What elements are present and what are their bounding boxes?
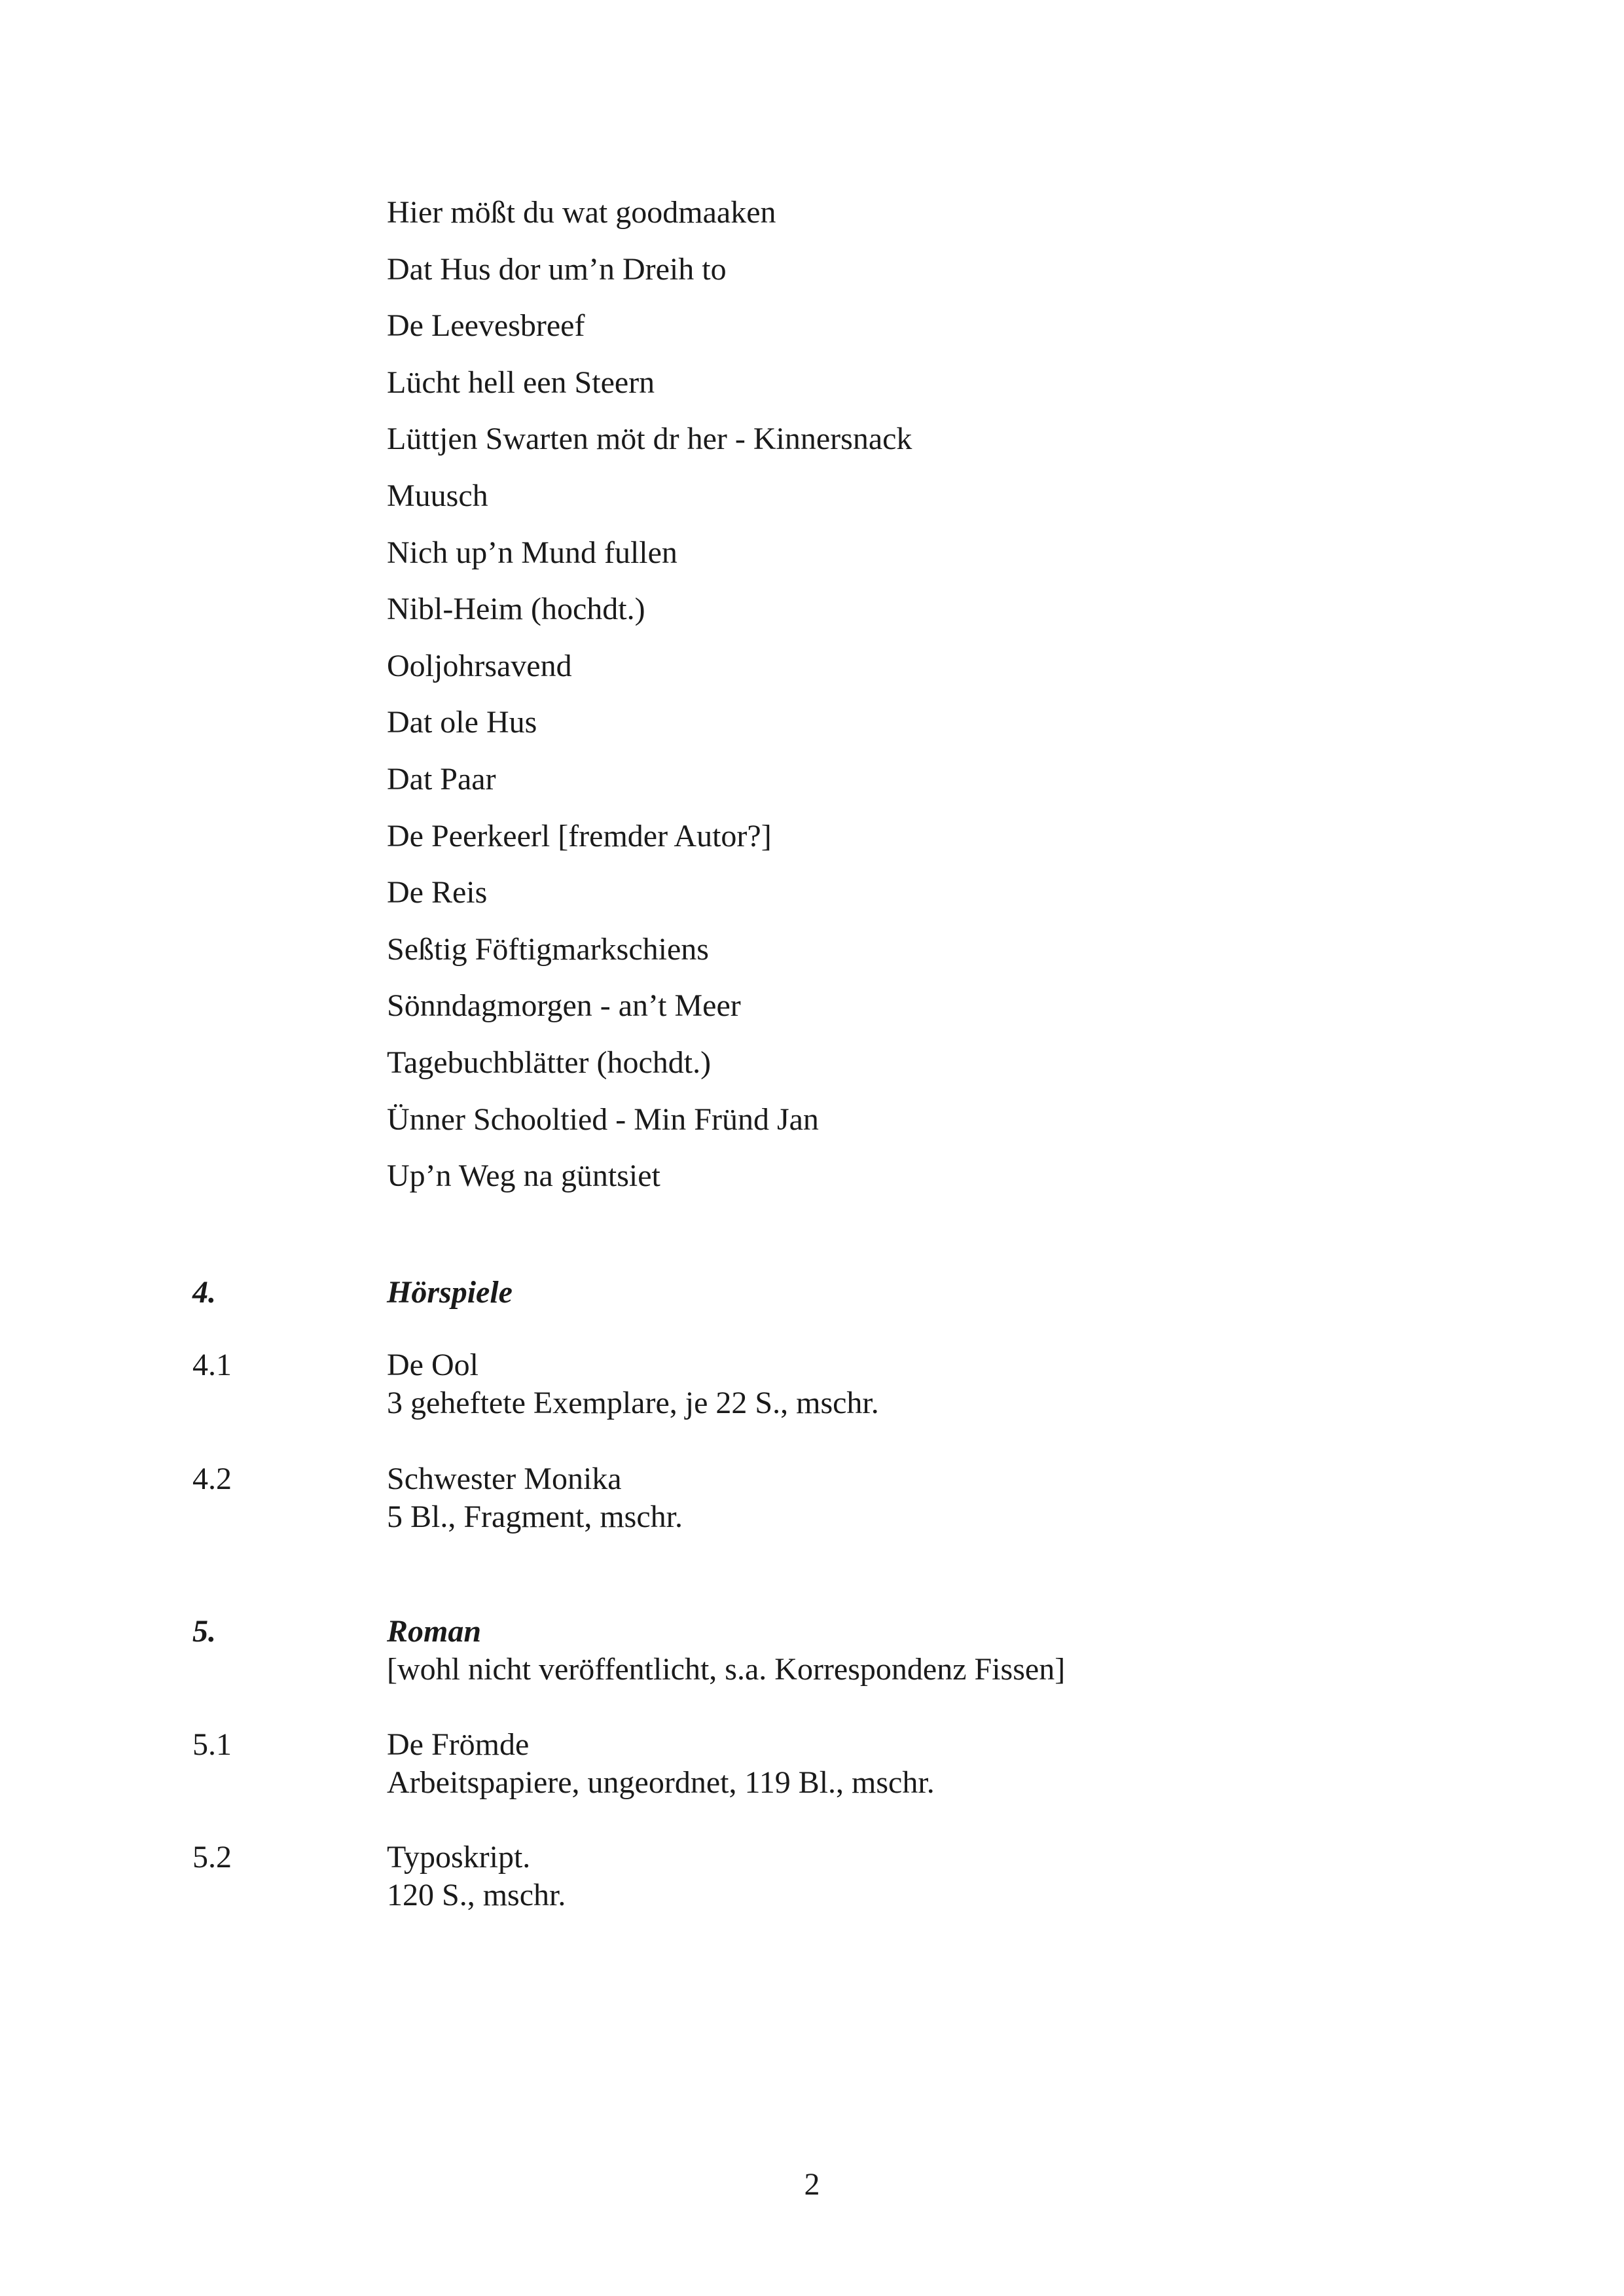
section-note: [wohl nicht veröffentlicht, s.a. Korrespondenz Fissen] — [387, 1652, 1066, 1687]
entry-detail: 120 S., mschr. — [387, 1878, 566, 1912]
entry-title: De Frömde — [387, 1727, 530, 1762]
list-item: Seßtig Föftigmarkschiens — [387, 931, 709, 967]
entry-title: Schwester Monika — [387, 1462, 622, 1496]
entry-detail: Arbeitspapiere, ungeordnet, 119 Bl., mschr. — [387, 1765, 935, 1800]
entry-title: Typoskript. — [387, 1840, 531, 1874]
entry-detail: 3 geheftete Exemplare, je 22 S., mschr. — [387, 1386, 879, 1420]
list-item: Dat Paar — [387, 761, 496, 797]
entry-detail: 5 Bl., Fragment, mschr. — [387, 1499, 683, 1534]
list-item: Ünner Schooltied - Min Fründ Jan — [387, 1102, 819, 1137]
list-item: De Reis — [387, 875, 488, 910]
entry-body — [387, 1346, 879, 1422]
entry-body — [387, 1839, 566, 1914]
list-item: Tagebuchblätter (hochdt.) — [387, 1045, 712, 1080]
list-item: De Peerkeerl [fremder Autor?] — [387, 818, 772, 853]
section-title: Roman — [387, 1614, 482, 1649]
section-number: 4. — [192, 1275, 216, 1310]
section-title: Hörspiele — [387, 1275, 513, 1310]
list-item: Lücht hell een Steern — [387, 365, 655, 400]
entry-number: 4.1 — [192, 1348, 232, 1382]
list-item: Ooljohrsavend — [387, 648, 572, 683]
list-item: Nich up’n Mund fullen — [387, 535, 677, 570]
title-list — [387, 185, 912, 1205]
entry-number: 4.2 — [192, 1462, 232, 1496]
list-item: Muusch — [387, 478, 488, 513]
entry-body — [387, 1460, 683, 1536]
list-item: De Leevesbreef — [387, 308, 585, 344]
list-item: Dat ole Hus — [387, 705, 537, 740]
page-number: 2 — [804, 2167, 820, 2202]
entry-body — [387, 1726, 935, 1802]
list-item: Lüttjen Swarten möt dr her - Kinnersnack — [387, 422, 912, 457]
entry-number: 5.1 — [192, 1727, 232, 1762]
list-item: Sönndagmorgen - an’t Meer — [387, 988, 741, 1024]
list-item: Up’n Weg na güntsiet — [387, 1158, 660, 1194]
section-number: 5. — [192, 1614, 216, 1649]
list-item: Dat Hus dor um’n Dreih to — [387, 251, 727, 287]
entry-title: De Ool — [387, 1348, 478, 1382]
list-item: Nibl-Heim (hochdt.) — [387, 592, 645, 627]
list-item: Hier mößt du wat goodmaaken — [387, 195, 776, 230]
entry-number: 5.2 — [192, 1840, 232, 1874]
